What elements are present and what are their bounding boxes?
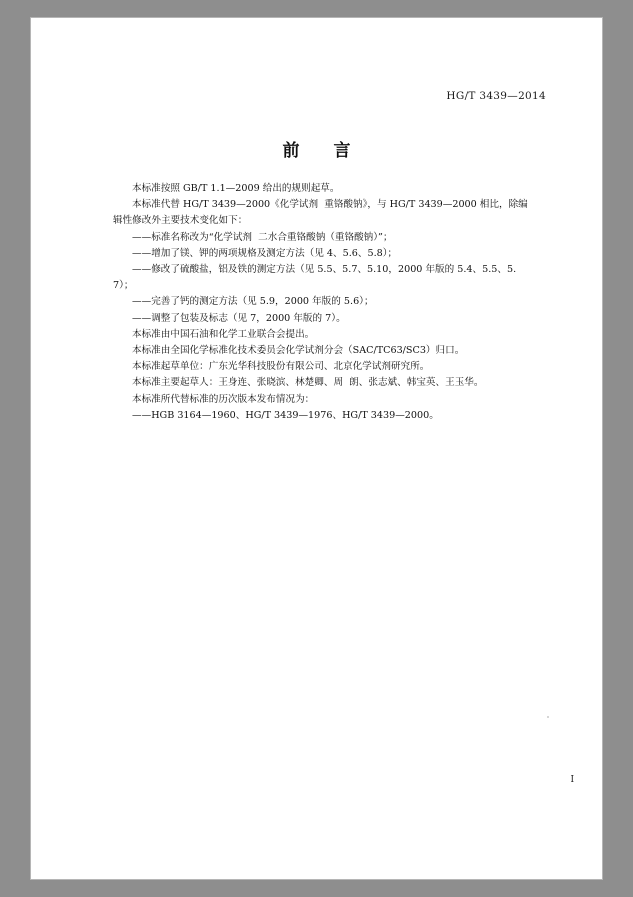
paragraph: ——HGB 3164—1960、HG/T 3439—1976、HG/T 3439—2000。 [132, 409, 439, 421]
page-title: 前 言 [282, 141, 365, 161]
paragraph: 本标准起草单位：广东光华科技股份有限公司、北京化学试剂研究所。 [132, 361, 430, 373]
paragraph: ——完善了钙的测定方法（见 5.9，2000 年版的 5.6）； [132, 296, 374, 308]
paragraph: ——修改了硫酸盐，铝及铁的测定方法（见 5.5、5.7、5.10，2000 年版的 5.4、5.5、5.7）； [113, 264, 517, 292]
paragraph: 本标准由中国石油和化学工业联合会提出。 [132, 328, 315, 340]
paragraph: 本标准按照 GB/T 1.1—2009 给出的规则起草。 [132, 183, 340, 194]
page-number: I [570, 775, 574, 785]
paragraph: 本标准主要起草人：王身连、张晓滨、林楚卿、周 朗、张志斌、韩宝英、王玉华。 [132, 377, 484, 389]
paragraph: ——增加了镁、钾的两项规格及测定方法（见 4、5.6、5.8）； [132, 247, 398, 259]
scan-speck [547, 716, 549, 718]
paragraph: ——调整了包装及标志（见 7，2000 年版的 7）。 [132, 312, 346, 324]
page-content [31, 18, 602, 879]
foreword-body [113, 181, 533, 424]
paragraph: 本标准由全国化学标准化技术委员会化学试剂分会（SAC/TC63/SC3）归口。 [132, 345, 465, 357]
paragraph: 本标准代替 HG/T 3439—2000《化学试剂 重铬酸钠》，与 HG/T 3439—2000 相比，除编辑性修改外主要技术变化如下： [113, 199, 528, 227]
document-page [31, 18, 602, 879]
paragraph: ——标准名称改为“化学试剂 二水合重铬酸钠（重铬酸钠）”； [132, 231, 393, 243]
standard-code-header: HG/T 3439—2014 [446, 90, 546, 102]
paragraph: 本标准所代替标准的历次版本发布情况为： [132, 393, 315, 405]
